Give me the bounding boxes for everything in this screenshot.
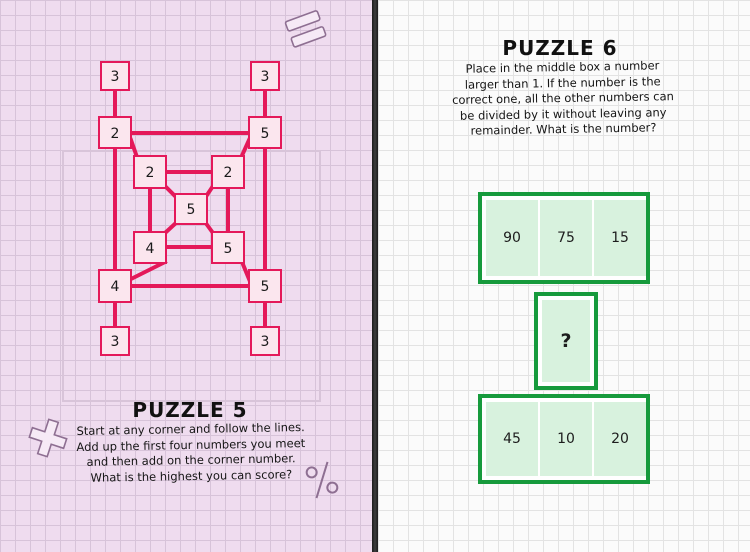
box-upper-right	[249, 117, 281, 148]
number-upper-left: 2	[110, 126, 120, 142]
puzzle5-line-2: Add up the first four numbers you meet	[76, 435, 306, 454]
box-center	[175, 194, 207, 224]
puzzle5-instructions	[59, 420, 322, 487]
puzzle5-title: PUZZLE 5	[132, 398, 248, 422]
bottom-cell-1: 45	[486, 402, 538, 476]
number-bottom-right: 3	[260, 334, 270, 350]
middle-question-cell: ?	[542, 300, 590, 382]
box-inner-bottom-right	[212, 232, 244, 263]
box-inner-top-left	[134, 156, 166, 188]
number-inner-bottom-right: 5	[223, 241, 233, 257]
number-top-left: 3	[110, 69, 120, 85]
puzzle6-line-4: be divided by it without leaving any	[459, 104, 667, 123]
right-page	[378, 0, 750, 552]
puzzle5-line-1: Start at any corner and follow the lines.	[76, 420, 305, 438]
top-number-box	[478, 192, 650, 284]
box-bottom-left	[101, 327, 129, 355]
top-cell-3: 15	[594, 200, 646, 276]
box-top-right	[251, 62, 279, 90]
puzzle6-instructions	[447, 58, 678, 140]
bottom-number-box	[478, 394, 650, 484]
puzzle5-line-3: and then add on the corner number.	[86, 451, 296, 469]
number-top-right: 3	[260, 69, 270, 85]
top-cell-2: 75	[540, 200, 592, 276]
box-inner-bottom-left	[134, 232, 166, 263]
bottom-cell-3: 20	[594, 402, 646, 476]
bottom-cell-2: 10	[540, 402, 592, 476]
number-upper-right: 5	[260, 126, 270, 142]
puzzle6-line-2: larger than 1. If the number is the	[464, 73, 661, 92]
box-inner-top-right	[212, 156, 244, 188]
box-top-left	[101, 62, 129, 90]
top-cell-1: 90	[486, 200, 538, 276]
box-bottom-right	[251, 327, 279, 355]
number-inner-bottom-left: 4	[145, 241, 155, 257]
line-lower-diag-right	[242, 262, 249, 279]
number-inner-top-right: 2	[223, 165, 233, 181]
number-center: 5	[186, 202, 196, 218]
puzzle6-line-1: Place in the middle box a number	[465, 58, 660, 76]
box-lower-left	[99, 270, 131, 302]
puzzle6-line-5: remainder. What is the number?	[470, 120, 657, 138]
equals-sign-icon	[285, 10, 326, 47]
number-bottom-left: 3	[110, 334, 120, 350]
box-upper-left	[99, 117, 131, 148]
puzzle6-line-3: correct one, all the other numbers can	[452, 89, 674, 107]
number-lower-right: 5	[260, 279, 270, 295]
number-inner-top-left: 2	[145, 165, 155, 181]
number-lower-left: 4	[110, 279, 120, 295]
box-lower-right	[249, 270, 281, 302]
puzzle5-line-4: What is the highest you can score?	[90, 466, 293, 485]
middle-answer-box	[534, 292, 598, 390]
line-lower-diag-left	[131, 262, 165, 279]
left-page	[0, 0, 372, 552]
puzzle6-title: PUZZLE 6	[502, 36, 618, 60]
